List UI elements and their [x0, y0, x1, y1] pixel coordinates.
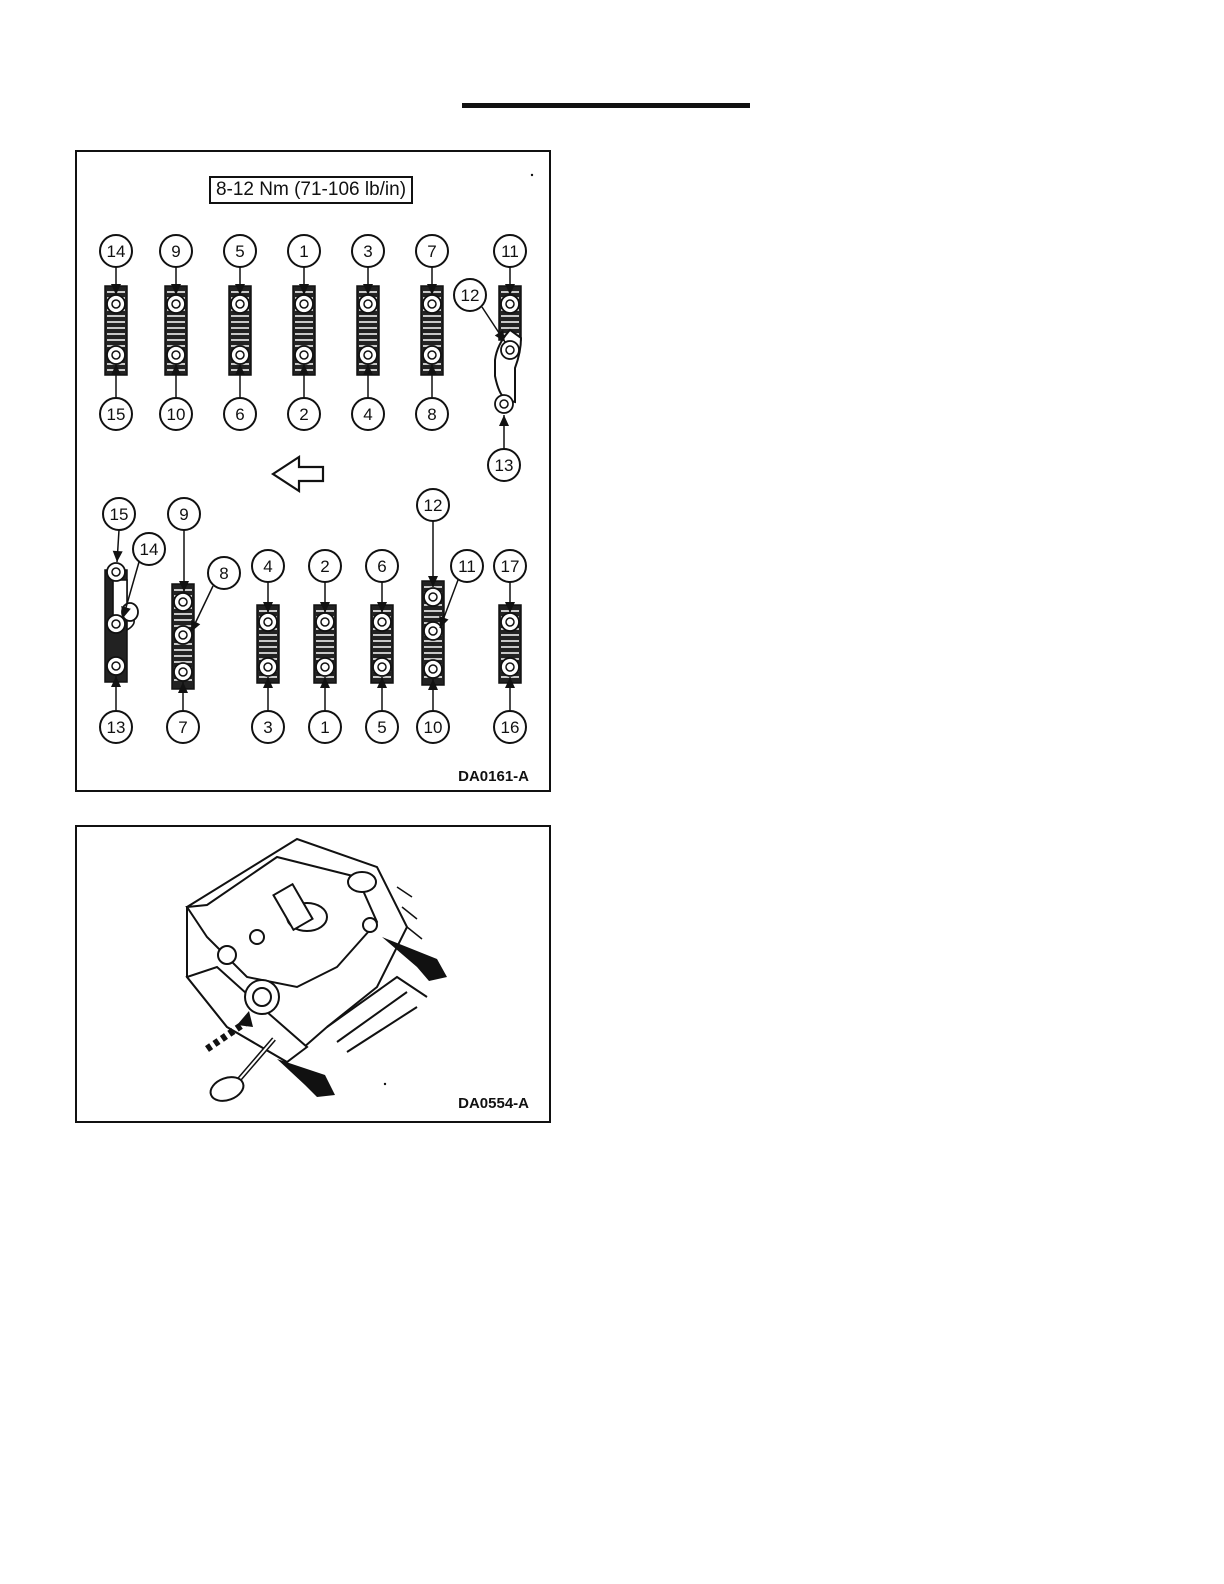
bolt-hole — [378, 618, 386, 626]
bolt-hole — [112, 620, 120, 628]
sequence-number: 3 — [363, 242, 373, 261]
bolt-hole — [179, 631, 187, 639]
sequence-number: 11 — [458, 557, 476, 576]
sequence-number: 12 — [460, 286, 480, 305]
pointer-arrow-icon — [277, 1059, 335, 1097]
left-arrow-icon — [273, 457, 323, 491]
bolt-hole — [378, 663, 386, 671]
bolt-hole — [429, 665, 437, 673]
sequence-number: 8 — [427, 405, 437, 424]
sequence-number: 14 — [139, 540, 159, 559]
bolt-hole — [428, 300, 436, 308]
valve-bore-inner — [253, 988, 271, 1006]
bolt-hole — [236, 351, 244, 359]
bolt-hole — [506, 663, 514, 671]
sequence-number: 9 — [171, 242, 181, 261]
sequence-number: 15 — [109, 505, 129, 524]
valve-stem-highlight — [237, 1039, 274, 1082]
bolt-boss — [363, 918, 377, 932]
sequence-number: 13 — [106, 718, 126, 737]
sequence-number: 16 — [500, 718, 520, 737]
bearing-cap-torque-sequence-figure — [75, 150, 551, 792]
sequence-number: 7 — [427, 242, 437, 261]
bolt-sequence-diagram — [77, 152, 548, 789]
bolt-hole — [364, 351, 372, 359]
cylinder-head-valve-illustration — [77, 827, 548, 1120]
sequence-number: 5 — [377, 718, 387, 737]
sequence-number: 1 — [320, 718, 330, 737]
bolt-hole — [112, 662, 120, 670]
sequence-number: 8 — [219, 564, 229, 583]
sequence-number: 12 — [423, 496, 443, 515]
bolt-hole — [429, 627, 437, 635]
speck — [384, 1083, 386, 1085]
sequence-number: 10 — [423, 718, 443, 737]
sequence-number: 11 — [501, 242, 519, 261]
valve-installation-figure — [75, 825, 551, 1123]
bolt-hole — [236, 300, 244, 308]
bolt-hole — [112, 351, 120, 359]
sequence-number: 15 — [106, 405, 126, 424]
bolt-hole — [429, 593, 437, 601]
bolt-hole — [300, 351, 308, 359]
sequence-number: 9 — [179, 505, 189, 524]
bolt-hole — [112, 300, 120, 308]
sequence-number: 6 — [235, 405, 245, 424]
bolt-hole — [506, 346, 514, 354]
speck — [531, 174, 533, 176]
figure-id: DA0554-A — [458, 1095, 529, 1112]
bolt-boss — [250, 930, 264, 944]
bolt-hole — [264, 618, 272, 626]
sequence-number: 10 — [166, 405, 186, 424]
sequence-number: 2 — [320, 557, 330, 576]
bolt-hole — [506, 300, 514, 308]
bolt-boss — [218, 946, 236, 964]
bolt-hole — [321, 618, 329, 626]
bolt-hole — [172, 351, 180, 359]
sequence-number: 2 — [299, 405, 309, 424]
sequence-number: 4 — [263, 557, 273, 576]
camshaft-journal — [348, 872, 376, 892]
bolt-hole — [506, 618, 514, 626]
bolt-hole — [500, 400, 508, 408]
figure-id: DA0161-A — [458, 768, 529, 785]
bolt-hole — [179, 598, 187, 606]
bolt-hole — [428, 351, 436, 359]
bolt-hole — [264, 663, 272, 671]
bolt-hole — [112, 568, 120, 576]
leader-arrowhead — [499, 415, 509, 426]
header-rule — [462, 103, 750, 108]
sequence-number: 6 — [377, 557, 387, 576]
sequence-number: 7 — [178, 718, 188, 737]
sequence-number: 1 — [299, 242, 309, 261]
sequence-number: 5 — [235, 242, 245, 261]
bolt-hole — [364, 300, 372, 308]
torque-spec-label: 8-12 Nm (71-106 lb/in) — [209, 176, 413, 204]
sequence-number: 3 — [263, 718, 273, 737]
bolt-hole — [172, 300, 180, 308]
bolt-hole — [321, 663, 329, 671]
bolt-hole — [179, 668, 187, 676]
sequence-number: 17 — [500, 557, 520, 576]
sequence-number: 14 — [106, 242, 126, 261]
leader-arrowhead — [113, 551, 123, 562]
bolt-hole — [300, 300, 308, 308]
sequence-number: 13 — [494, 456, 514, 475]
sequence-number: 4 — [363, 405, 373, 424]
